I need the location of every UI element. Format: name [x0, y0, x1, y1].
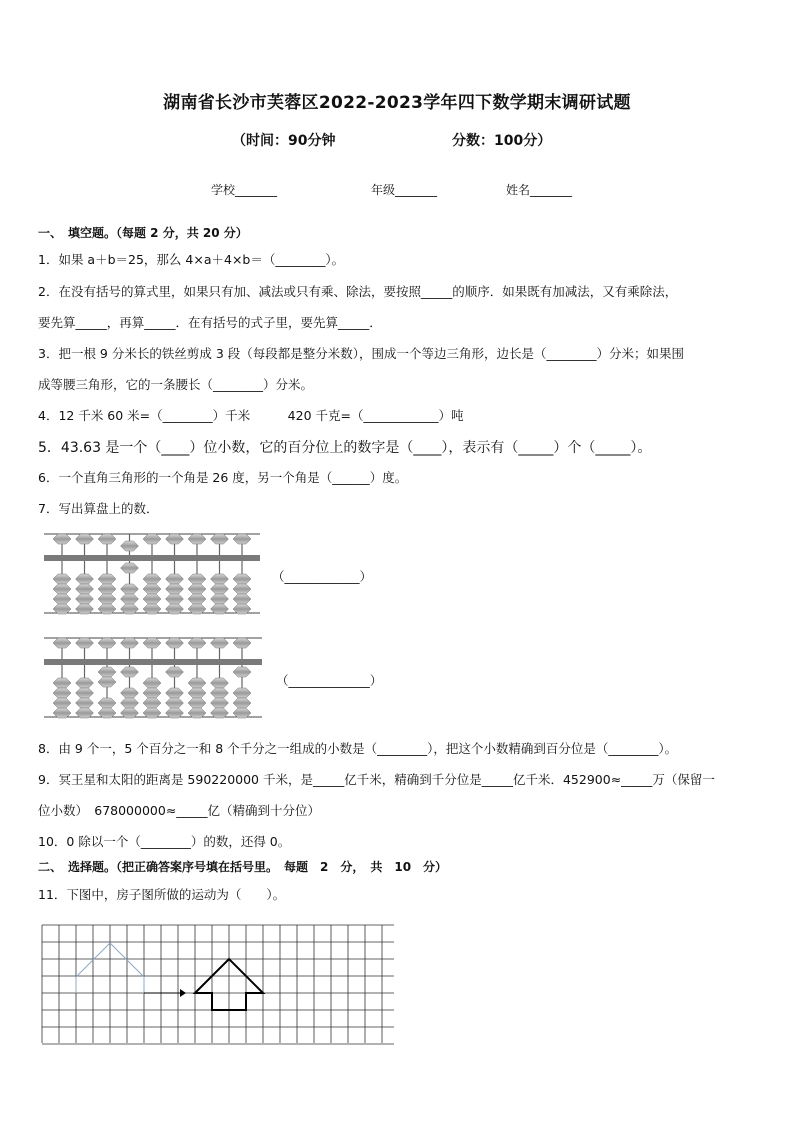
abacus-bead [233, 638, 251, 648]
abacus-1-answer: （____________） [272, 569, 373, 584]
abacus-bead [76, 534, 94, 544]
question-7: 7．写出算盘上的数． [38, 501, 159, 516]
abacus-bead [143, 678, 161, 688]
abacus-bead [166, 594, 184, 604]
abacus-1-image [44, 531, 260, 615]
abacus-bead [233, 667, 251, 677]
abacus-bead [233, 688, 251, 698]
question-1: 1．如果 a＋b＝25，那么 4×a＋4×b＝（________）。 [38, 252, 345, 267]
abacus-bead [233, 574, 251, 584]
abacus-bead [166, 574, 184, 584]
section-choice-heading: 二、 选择题。（把正确答案序号填在括号里。 每题 2 分， 共 10 分） [38, 860, 448, 874]
abacus-bead [98, 667, 116, 677]
question-9-line-1: 9．冥王星和太阳的距离是 590220000 千米，是_____亿千米，精确到千分位是_____亿千米．452900≈_____万（保留一 [38, 772, 715, 787]
abacus-bead [143, 688, 161, 698]
abacus-bead [211, 584, 229, 594]
question-8: 8．由 9 个一，5 个百分之一和 8 个千分之一组成的小数是（________），把这个小数精确到百分位是（________）。 [38, 741, 678, 756]
abacus-bead [143, 638, 161, 648]
abacus-bead [211, 534, 229, 544]
abacus-bead [53, 638, 71, 648]
abacus-bead [188, 638, 206, 648]
abacus-bead [53, 698, 71, 708]
abacus-bead [121, 541, 139, 551]
exam-score: 分数：100分） [452, 133, 552, 149]
abacus-bead [143, 594, 161, 604]
abacus-bead [211, 594, 229, 604]
abacus-bead [53, 584, 71, 594]
abacus-bead [121, 688, 139, 698]
school-field: 学校_______ [211, 183, 278, 197]
abacus-bead [76, 584, 94, 594]
abacus-bead [166, 698, 184, 708]
abacus-bead [121, 594, 139, 604]
question-3-line-1: 3．把一根 9 分米长的铁丝剪成 3 段（每段都是整分米数），围成一个等边三角形，边长是（________）分米；如果围 [38, 346, 685, 361]
abacus-bead [143, 574, 161, 584]
abacus-bead [76, 688, 94, 698]
abacus-bead [76, 594, 94, 604]
abacus-bead [53, 574, 71, 584]
abacus-bead [143, 534, 161, 544]
page-title: 湖南省长沙市芙蓉区2022-2023学年四下数学期末调研试题 [163, 93, 631, 113]
abacus-bead [98, 677, 116, 687]
question-4: 4．12 千米 60 米=（________）千米 420 千克=（____________）吨 [38, 408, 464, 423]
question-2-line-2: 要先算_____，再算_____．在有括号的式子里，要先算_____． [38, 315, 382, 330]
abacus-bead [53, 678, 71, 688]
abacus-bead [53, 594, 71, 604]
name-field: 姓名_______ [506, 183, 573, 197]
abacus-bead [76, 698, 94, 708]
abacus-bead [188, 584, 206, 594]
abacus-bead [188, 698, 206, 708]
abacus-bead [166, 667, 184, 677]
abacus-bead [76, 678, 94, 688]
abacus-bead [166, 584, 184, 594]
question-6: 6．一个直角三角形的一个角是 26 度，另一个角是（______）度。 [38, 470, 408, 485]
abacus-bead [233, 584, 251, 594]
abacus-bead [211, 574, 229, 584]
abacus-bead [188, 594, 206, 604]
abacus-bead [98, 534, 116, 544]
abacus-bead [211, 678, 229, 688]
abacus-bead [211, 698, 229, 708]
question-10: 10．0 除以一个（________）的数，还得 0。 [38, 834, 291, 849]
abacus-bead [121, 563, 139, 573]
abacus-bead [98, 698, 116, 708]
abacus-bead [121, 698, 139, 708]
abacus-bead [211, 638, 229, 648]
abacus-bead [143, 584, 161, 594]
abacus-bead [166, 638, 184, 648]
section-fill-in-heading: 一、 填空题。（每题 2 分，共 20 分） [38, 226, 248, 240]
abacus-bead [76, 638, 94, 648]
abacus-bead [53, 534, 71, 544]
question-9-line-2: 位小数） 678000000≈_____亿（精确到十分位） [38, 803, 321, 818]
abacus-bead [121, 667, 139, 677]
abacus-bead [53, 688, 71, 698]
abacus-bead [188, 574, 206, 584]
abacus-bead [233, 698, 251, 708]
exam-time: （时间：90分钟 [232, 133, 336, 149]
abacus-2-image [44, 635, 262, 719]
abacus-bead [166, 688, 184, 698]
abacus-bead [211, 688, 229, 698]
question-11: 11．下图中，房子图所做的运动为（ ）。 [38, 887, 286, 902]
abacus-bead [188, 534, 206, 544]
abacus-bead [98, 638, 116, 648]
abacus-2-answer: （_____________） [276, 673, 383, 688]
grade-field: 年级_______ [371, 183, 438, 197]
abacus-bead [76, 574, 94, 584]
abacus-bead [143, 698, 161, 708]
house-translation-figure [40, 921, 396, 1045]
abacus-bead [98, 594, 116, 604]
abacus-bead [98, 574, 116, 584]
abacus-bead [98, 584, 116, 594]
arrow-head [180, 989, 186, 997]
abacus-bead [188, 678, 206, 688]
abacus-bead [121, 584, 139, 594]
abacus-bead [121, 638, 139, 648]
question-2-line-1: 2．在没有括号的算式里，如果只有加、减法或只有乘、除法，要按照_____的顺序．如果既有加减法，又有乘除法， [38, 284, 678, 299]
abacus-bead [166, 534, 184, 544]
abacus-bead [188, 688, 206, 698]
abacus-bead [233, 534, 251, 544]
question-3-line-2: 成等腰三角形，它的一条腰长（________）分米。 [38, 377, 314, 392]
question-5: 5．43.63 是一个（____）位小数，它的百分位上的数字是（____），表示有（_____）个（_____）。 [38, 440, 652, 456]
abacus-bead [233, 594, 251, 604]
